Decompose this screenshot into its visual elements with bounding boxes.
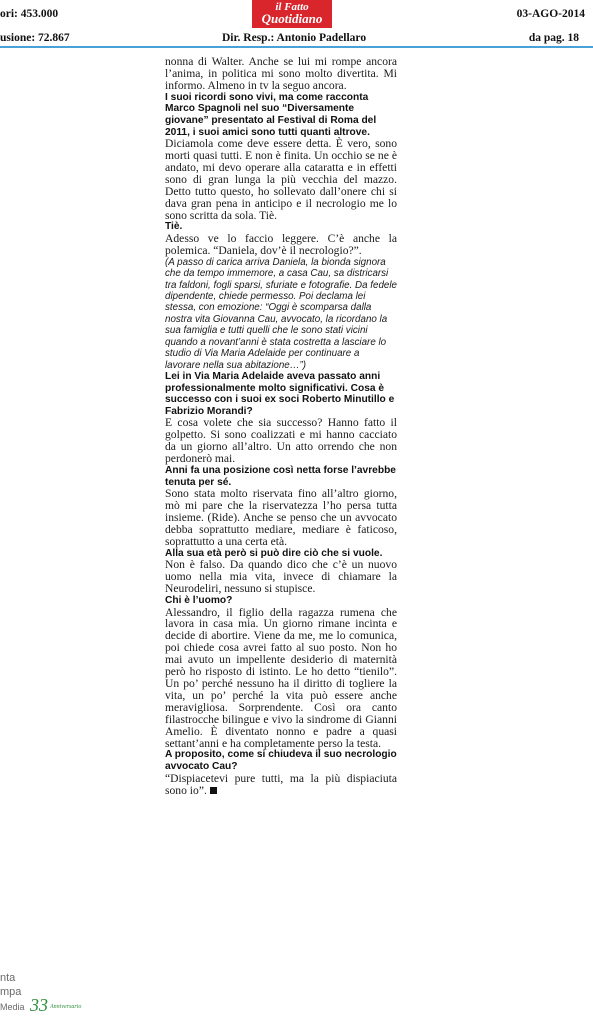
logo-line-1: il Fatto (275, 1, 309, 13)
footer-anniversary-label: Anniversario (50, 1004, 82, 1010)
director-label: Dir. Resp.: Antonio Padellaro (222, 32, 367, 44)
clipping-header (0, 0, 593, 50)
interview-answer: “Dispiacetevi pure tutti, ma la più dispiaciuta sono io”. (165, 771, 397, 797)
footer-logo-line-1: nta (0, 972, 16, 984)
article-column (165, 56, 397, 796)
interview-answer: nonna di Walter. Anche se lui mi rompe ancora l’anima, in politica mi sono molto divertita. Mi informo. Almeno in tv la seguo ancora. (165, 55, 397, 92)
press-agency-logo (0, 968, 120, 1020)
footer-logo-line-2: mpa (0, 986, 22, 998)
circulation-label: usione: 72.867 (0, 32, 70, 44)
interview-question: Alla sua età però si può dire ciò che si vuole. (165, 547, 383, 559)
interview-answer: E cosa volete che sia successo? Hanno fatto il golpetto. Si sono coalizzati e mi hanno cacciato da un giorno all’altro. Un atto orrendo che non perdonerò mai. (165, 416, 397, 465)
end-of-article-mark (210, 787, 217, 794)
interview-question: Anni fa una posizione così netta forse l’avrebbe tenuta per sé. (165, 464, 396, 488)
date-label: 03-AGO-2014 (516, 8, 585, 20)
interview-question: A proposito, come si chiudeva il suo necrologio avvocato Cau? (165, 749, 397, 772)
page-label: da pag. 18 (528, 32, 579, 44)
readership-label: ori: 453.000 (0, 8, 59, 20)
header-divider (0, 46, 593, 48)
footer-anniversary-number: 33 (30, 995, 48, 1015)
interview-answer: Sono stata molto riservata fino all’altro giorno, mò mi pare che la riservatezza l’ho persa tutta insieme. (Ride). Anche se penso che un avvocato debba soprattutto mediare, mediare è faticoso, soprattutto a una certa età. (165, 487, 397, 548)
logo-line-2: Quotidiano (261, 11, 323, 26)
interview-question: Tiè. (165, 221, 183, 233)
stage-direction: (A passo di carica arriva Daniela, la bionda signora che da tempo immemore, a casa Cau, sa districarsi tra faldoni, fogli sparsi, sfuriate e fotografie. Da fedele dipendente, chiede permesso. Poi declama lei stessa, con emozione: “Oggi è scomparsa dalla nostra vita Giovanna Cau, avvocato, la ricordano la sua famiglia e tutti quelli che le sono stati vicini quando a novant’anni è stata costretta a lasciare lo studio di Via Maria Adelaide per continuare a lavorare nella sua abitazione…”) (165, 256, 397, 371)
interview-question: Chi è l’uomo? (165, 594, 233, 606)
footer-logo-line-3: Media (0, 1002, 25, 1012)
interview-question: I suoi ricordi sono vivi, ma come racconta Marco Spagnoli nel suo “Diversamente giovane” presentato al Festival di Roma del 2011, i suoi amici sono tutti quanti altrove. (165, 91, 377, 138)
interview-answer: Alessandro, il figlio della ragazza rumena che lavora in casa mia. Un giorno rimane incinta e decide di abortire. Viene da me, me lo comunica, poi chiede cosa avrei fatto al suo posto. Non ho mai avuto un impellente desiderio di maternità però ho risposto di istinto. Le ho detto “tienilo”. Un po’ perché nessuno ha il diritto di togliere la vita, un po’ perché la vita può essere anche meravigliosa. Sorprendente. Così ora canto filastrocche bilingue e vivo la sindrome di Gianni Amelio. È diventato nonno e padre a quasi settant’anni e ha completamente perso la testa. (165, 605, 397, 750)
interview-question: Lei in Via Maria Adelaide aveva passato anni professionalmente molto significativi. Cosa è successo con i suoi ex soci Roberto Minutillo e Fabrizio Morandi? (165, 370, 395, 417)
interview-answer: Adesso ve lo faccio leggere. C’è anche la polemica. “Daniela, dov’è il necrologio?”. (165, 232, 397, 257)
newspaper-logo (252, 0, 332, 28)
interview-answer: Non è falso. Da quando dico che c’è un nuovo uomo nella mia vita, invece di chiamare la Neurodeliri, nessuno si stupisce. (165, 558, 397, 596)
interview-answer: Diciamola come deve essere detta. È vero, sono morti quasi tutti. E non è finita. Un occhio se ne è andato, mi devo operare alla cataratta e in effetti sono di gran lunga la più vecchia del mazzo. Detto tutto questo, ho sollevato dall’onere chi si dava gran pena in anticipo e il necrologio me lo sono scritta da sola. Tiè. (165, 137, 397, 222)
